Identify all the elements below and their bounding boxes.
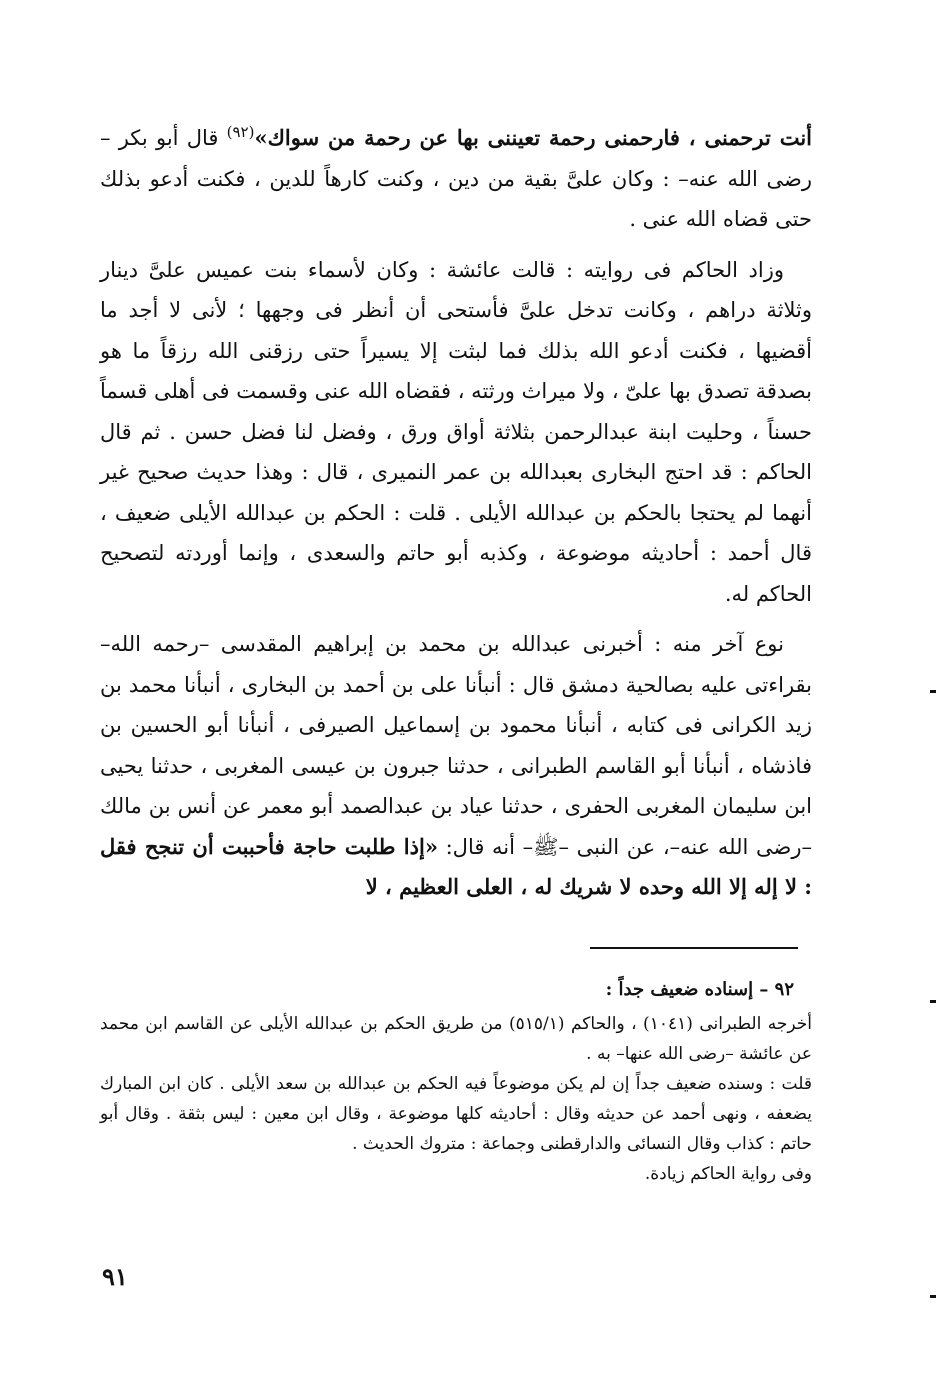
scan-edge-mark xyxy=(930,1000,936,1003)
paragraph-3-text: نوع آخر منه : أخبرنى عبدالله بن محمد بن إبراهيم المقدسى –رحمه الله– بقراءتى عليه بصالحية دمشق قال : أنبأنا على بن أحمد بن البخارى ، أنبأنا محمد بن زيد الكرانى فى كتابه ، أنبأنا محمود بن إسماعيل الصيرفى ، أنبأنا أبو الحسين بن فاذشاه ، أنبأنا أبو القاسم الطبرانى ، حدثنا جبرون بن عيسى المغربى ، حدثنا يحيى ابن سليمان المغربى الحفرى ، حدثنا عياد بن عبدالصمد أبو معمر عن أنس بن مالك –رضى الله عنه–، عن النبى –ﷺ– أنه قال: xyxy=(100,632,812,859)
footnote-line-1: أخرجه الطبرانى (١٠٤١) ، والحاكم (٥١٥/١) من طريق الحكم بن عبدالله الأيلى عن القاسم ابن محمد عن عائشة –رضى الله عنها– به . xyxy=(100,1014,812,1064)
paragraph-3-bold: «إذا طلبت حاجة فأحببت أن تنجح فقل : لا إله إلا الله وحده لا شريك له ، العلى العظيم ، لا xyxy=(100,833,812,899)
paragraph-1-bold: أنت ترحمنى ، فارحمنى رحمة تعيننى بها عن رحمة من سواك» xyxy=(254,125,812,150)
scan-edge-mark xyxy=(930,690,936,693)
main-text xyxy=(100,112,812,908)
footnote-ref[interactable]: (٩٢) xyxy=(226,123,255,141)
scan-edge-mark xyxy=(930,1295,936,1298)
paragraph-3 xyxy=(100,624,812,908)
footnote-divider xyxy=(590,947,798,949)
page-number: ٩١ xyxy=(102,1262,128,1291)
footnote-line-2: قلت : وسنده ضعيف جداً إن لم يكن موضوعاً فيه الحكم بن عبدالله بن سعد الأيلى . كان ابن المبارك يضعفه ، ونهى أحمد عن حديثه وقال : أحاديثه كلها موضوعة ، وقال ابن معين : ليس بثقة . وقال أبو حاتم : كذاب وقال النسائى والدارقطنى وجماعة : متروك الحديث . xyxy=(100,1074,812,1154)
paragraph-1-rest: قال أبو بكر –رضى الله عنه– : وكان علىَّ بقية من دين ، وكنت كارهاً للدين ، فكنت أدعو بذلك حتى قضاه الله عنى . xyxy=(100,126,812,231)
paragraph-1 xyxy=(100,112,812,240)
footnote-line-3: وفى رواية الحاكم زيادة. xyxy=(644,1164,812,1184)
footnotes xyxy=(100,975,812,1189)
paragraph-2: وزاد الحاكم فى روايته : قالت عائشة : وكان لأسماء بنت عميس علىَّ دينار وثلاثة دراهم ، وكانت تدخل علىَّ فأستحى أن أنظر فى وجهها ؛ لأنى لا أجد ما أقضيها ، فكنت أدعو الله بذلك فما لبثت إلا يسيراً حتى رزقنى الله رزقاً ما هو بصدقة تصدق بها علىّ ، ولا ميراث ورثته ، فقضاه الله عنى وقسمت فى أهلى قسماً حسناً ، وحليت ابنة عبدالرحمن بثلاثة أواق ورق ، وفضل لنا فضل حسن . ثم قال الحاكم : قد احتج البخارى بعبدالله بن عمر النميرى ، قال : وهذا حديث صحيح غير أنهما لم يحتجا بالحكم بن عبدالله الأيلى . قلت : الحكم بن عبدالله الأيلى ضعيف ، قال أحمد : أحاديثه موضوعة ، وكذبه أبو حاتم والسعدى ، وإنما أوردته لتصحيح الحاكم له. xyxy=(100,257,812,606)
footnote-heading: ٩٢ – إسناده ضعيف جداً : xyxy=(605,979,794,1000)
